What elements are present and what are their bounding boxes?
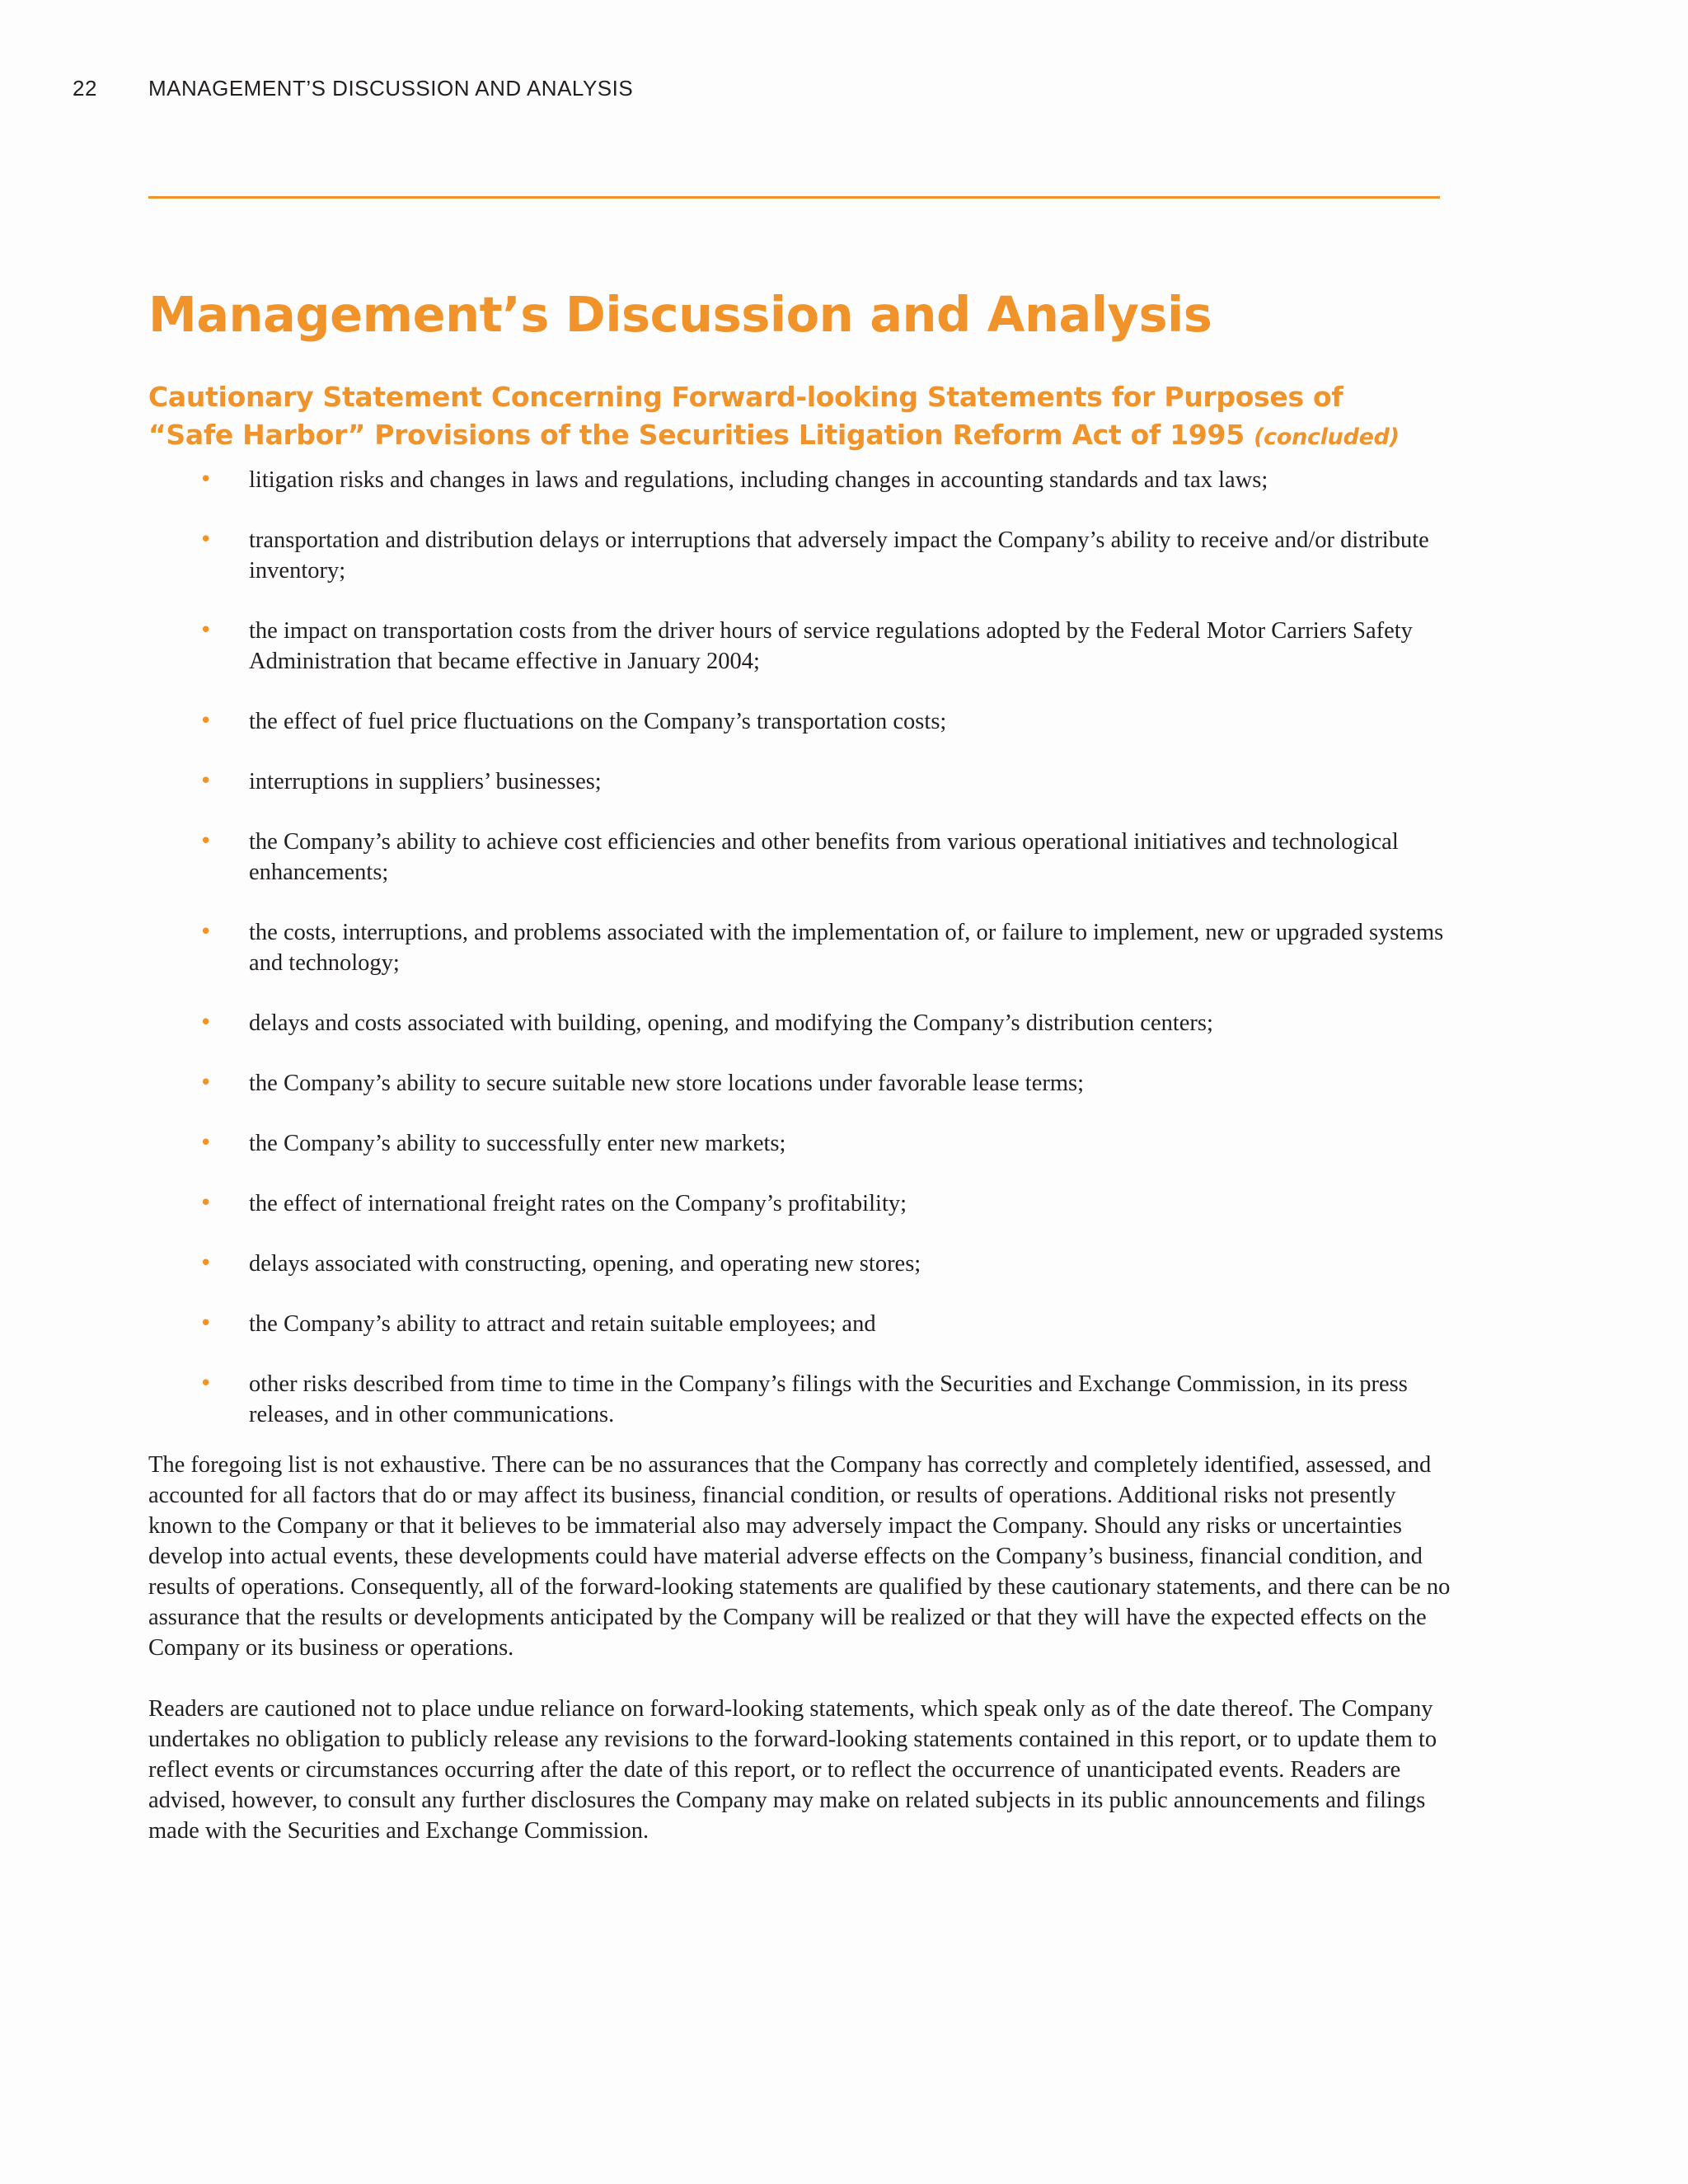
risk-text: other risks described from time to time in the Company’s filings with the Securities and Exchange Commission, in its press releases, and in other communications. <box>249 1371 1408 1427</box>
bullet-icon: • <box>199 919 213 944</box>
risk-list-item <box>148 1369 1451 1430</box>
bullet-icon: • <box>199 1070 213 1095</box>
risk-text: the Company’s ability to secure suitable new store locations under favorable lease terms; <box>249 1070 1085 1096</box>
running-header <box>73 76 633 101</box>
section-heading-line1: Cautionary Statement Concerning Forward-looking Statements for Purposes of <box>148 380 1343 413</box>
running-title: MANAGEMENT’S DISCUSSION AND ANALYSIS <box>148 76 634 101</box>
risk-text: delays associated with constructing, opening, and operating new stores; <box>249 1250 921 1277</box>
bullet-icon: • <box>199 1190 213 1216</box>
risk-text: the effect of international freight rates on the Company’s profitability; <box>249 1190 907 1216</box>
risk-list-item <box>148 917 1451 978</box>
bullet-icon: • <box>199 708 213 733</box>
bullet-icon: • <box>199 617 213 643</box>
risk-text: the Company’s ability to successfully enter new markets; <box>249 1130 786 1156</box>
risk-text: transportation and distribution delays or interruptions that adversely impact the Company’s ability to receive and/or distribute inventory; <box>249 527 1429 583</box>
risk-text: the Company’s ability to attract and retain suitable employees; and <box>249 1310 876 1337</box>
risk-list-item <box>148 1249 1451 1279</box>
bullet-icon: • <box>199 1310 213 1336</box>
risk-list-item <box>148 465 1451 495</box>
risk-text: the effect of fuel price fluctuations on the Company’s transportation costs; <box>249 708 947 734</box>
risk-list-item <box>148 525 1451 586</box>
bullet-icon: • <box>199 828 213 854</box>
main-content <box>148 288 1451 1877</box>
section-heading <box>148 378 1451 457</box>
bullet-icon: • <box>199 1250 213 1276</box>
body-paragraph: The foregoing list is not exhaustive. There can be no assurances that the Company has correctly and completely identified, assessed, and accounted for all factors that do or may affect its business, financial condition, or results of operations. Additional risks not presently known to the Company or that it believes to be immaterial also may adversely impact the Company. Should any risks or uncertainties develop into actual events, these developments could have material adverse effects on the Company’s business, financial condition, and results of operations. Consequently, all of the forward-looking statements are qualified by these cautionary statements, and there can be no assurance that the results or developments anticipated by the Company will be realized or that they will have the expected effects on the Company or its business or operations. <box>148 1451 1451 1661</box>
section-heading-line2: “Safe Harbor” Provisions of the Securities Litigation Reform Act of 1995 <box>148 418 1245 451</box>
risk-text: delays and costs associated with building, opening, and modifying the Company’s distribution centers; <box>249 1010 1213 1036</box>
section-heading-note: (concluded) <box>1254 424 1400 450</box>
risk-list-item <box>148 1008 1451 1038</box>
risk-list-item <box>148 1188 1451 1219</box>
risk-list-item <box>148 1068 1451 1099</box>
page-number: 22 <box>73 76 97 101</box>
risk-list-item <box>148 827 1451 888</box>
risk-list-item <box>148 1128 1451 1159</box>
risk-text: litigation risks and changes in laws and regulations, including changes in accounting standards and tax laws; <box>249 466 1268 493</box>
bullet-icon: • <box>199 1010 213 1035</box>
header-divider <box>148 196 1440 199</box>
bullet-icon: • <box>199 1371 213 1396</box>
risk-list-item <box>148 1309 1451 1339</box>
risk-list <box>148 465 1451 1430</box>
risk-list-item <box>148 616 1451 677</box>
body-paragraph: Readers are cautioned not to place undue reliance on forward-looking statements, which speak only as of the date thereof. The Company undertakes no obligation to publicly release any revisions to the forward-looking statements contained in this report, or to update them to reflect events or circumstances occurring after the date of this report, or to reflect the occurrence of unanticipated events. Readers are advised, however, to consult any further disclosures the Company may make on related subjects in its public announcements and filings made with the Securities and Exchange Commission. <box>148 1695 1437 1844</box>
bullet-icon: • <box>199 1130 213 1155</box>
bullet-icon: • <box>199 768 213 794</box>
risk-list-item <box>148 766 1451 797</box>
bullet-icon: • <box>199 466 213 492</box>
risk-text: the costs, interruptions, and problems associated with the implementation of, or failure to implement, new or upgraded systems and technology; <box>249 919 1444 976</box>
risk-text: interruptions in suppliers’ businesses; <box>249 768 602 794</box>
risk-list-item <box>148 706 1451 737</box>
page-title: Management’s Discussion and Analysis <box>148 286 1212 343</box>
risk-text: the impact on transportation costs from the driver hours of service regulations adopted by the Federal Motor Carriers Safety Administration that became effective in January 2004; <box>249 617 1413 674</box>
risk-text: the Company’s ability to achieve cost efficiencies and other benefits from various operational initiatives and technological enhancements; <box>249 828 1399 885</box>
bullet-icon: • <box>199 527 213 552</box>
